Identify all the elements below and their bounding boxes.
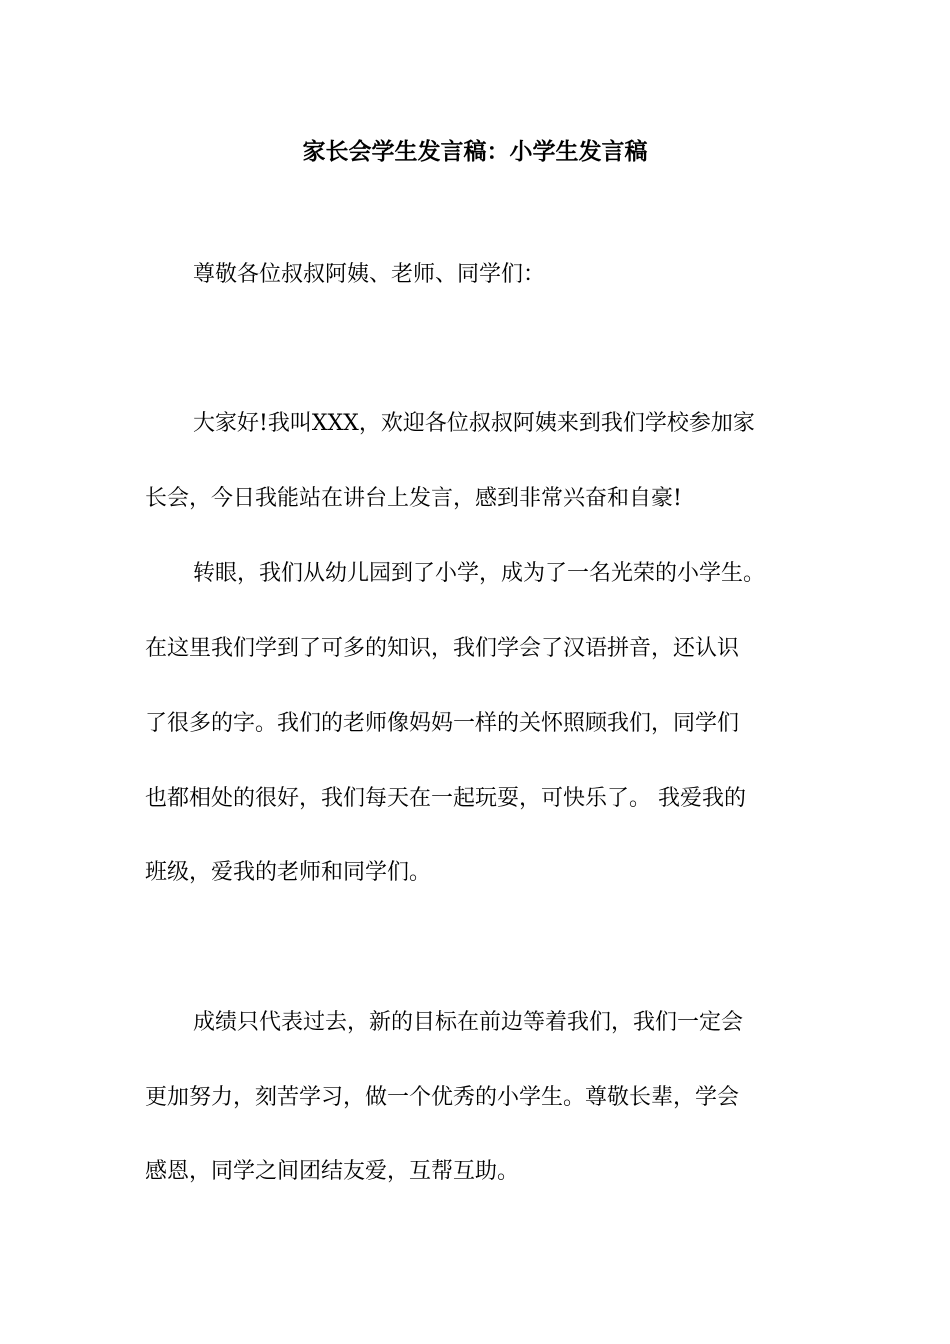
paragraph-3-line-3: 感恩，同学之间团结友爱，互帮互助。 — [145, 1159, 520, 1184]
paragraph-2-line-4: 也都相处的很好，我们每天在一起玩耍，可快乐了。 我爱我的 — [145, 786, 746, 811]
greeting-line: 尊敬各位叔叔阿姨、老师、同学们： — [193, 262, 546, 287]
document-title: 家长会学生发言稿：小学生发言稿 — [302, 138, 648, 165]
paragraph-3-line-2: 更加努力，刻苦学习，做一个优秀的小学生。尊敬长辈，学会 — [145, 1085, 740, 1110]
paragraph-2-line-1: 转眼，我们从幼儿园到了小学，成为了一名光荣的小学生。 — [193, 561, 766, 586]
paragraph-2-line-5: 班级，爱我的老师和同学们。 — [145, 860, 432, 885]
paragraph-3-line-1: 成绩只代表过去，新的目标在前边等着我们，我们一定会 — [193, 1010, 744, 1035]
paragraph-2-line-2: 在这里我们学到了可多的知识，我们学会了汉语拼音，还认识 — [145, 636, 740, 661]
paragraph-1-line-1: 大家好!我叫XXX，欢迎各位叔叔阿姨来到我们学校参加家 — [193, 411, 755, 436]
paragraph-1-line-2: 长会，今日我能站在讲台上发言，感到非常兴奋和自豪! — [145, 486, 682, 511]
paragraph-2-line-3: 了很多的字。我们的老师像妈妈一样的关怀照顾我们，同学们 — [145, 711, 740, 736]
